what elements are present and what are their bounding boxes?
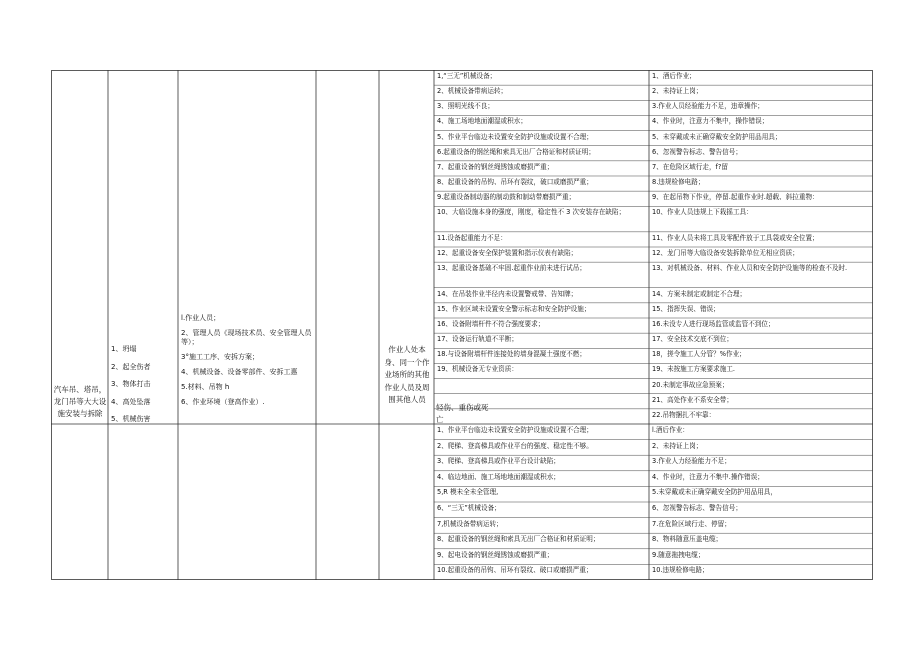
human-factor-cell: 4、作业时，注意力不集中，操作错误； xyxy=(652,117,769,126)
physical-factor-cell: 19、机械设备无专业资质： xyxy=(437,365,518,374)
physical-factor-cell: 9.起重设备制动器的制动鼓和制动带磨损严重； xyxy=(437,193,576,202)
human-factor-cell: 9、在起吊物下作业，停留.起重作业时.超载、斜拉重物： xyxy=(652,193,819,202)
human-factor-cell: 10.违规检修电路； xyxy=(652,566,709,575)
physical-factor-cell: 8、起重设备的吊钩、吊环有裂纹，破口或磨损严重； xyxy=(437,177,593,186)
physical-factor-cell: 15、作业区域未设置安全警示标志和安全防护设施； xyxy=(437,304,591,313)
human-factor-cell: 8.违规检修电路； xyxy=(652,177,705,186)
human-factor-cell: 4、作业时，注意力不集中.操作错误； xyxy=(652,472,764,481)
physical-factor-cell: 17、设备运行轨道不平断； xyxy=(437,335,518,344)
human-factor-cell: 5、未穿戴或未正确穿戴安全防护用品用具； xyxy=(652,132,782,141)
physical-factor-cell: 3、照明光线不良； xyxy=(437,102,494,111)
human-factor-cell: 14、方案未制定或制定不合理； xyxy=(652,289,747,298)
physical-factor-cell: 4、临边地面、施工场地地面潮湿或积水； xyxy=(437,472,560,481)
physical-factor-cell: 10.起重设备的吊钩、吊环有裂纹、破口或磨损严重； xyxy=(437,566,593,575)
human-factor-cell: 7.在危险区域行走、停留； xyxy=(652,519,731,528)
hazard-source-item: 6、作业环境（登高作业）. xyxy=(181,398,265,406)
human-factor-cell: 10、作业人员违规上下栽摇工具： xyxy=(652,208,753,217)
human-factor-cell: 2、未持证上岗； xyxy=(652,87,703,96)
physical-factor-cell: 6.起重设备的钢丝绳和索具无出厂合格证和材质证明； xyxy=(437,147,595,156)
human-factor-cell: 2、未持证上岗； xyxy=(652,441,703,450)
human-factor-cell: 6、忽视警告标志、警告信号； xyxy=(652,504,742,512)
physical-factor-cell: 3、爬梯、登高梯具或作业平台设计缺陷； xyxy=(437,457,560,466)
hazard-type-list xyxy=(111,345,150,433)
hazard-source-list xyxy=(181,314,314,413)
human-factor-cell: 12、龙门吊等大临设备安装拆除单位无相应资质； xyxy=(652,249,799,257)
physical-factor-cell: 18.与设备附墙杆件连接处的墙身混凝土强度不燃； xyxy=(437,350,586,359)
hazard-type-item: 3、物体打击 xyxy=(111,380,151,388)
physical-factor-cell: 16、设备附墙杆件不符合强度要求； xyxy=(437,320,545,328)
human-factor-cell: 3.作业人力经验能力不足； xyxy=(652,457,731,466)
physical-factor-cell: 1,“三无”机械设备； xyxy=(437,72,497,80)
hazard-type-item: 1、坍塌 xyxy=(111,345,137,353)
human-factor-cell: 17、安全技术交底不到位； xyxy=(652,335,733,344)
physical-factor-cell: 2、爬梯、登高梯具或作业平台的强度、稳定性不够。 xyxy=(437,441,593,450)
physical-factor-cell: 11.设备起重能力不足： xyxy=(437,233,507,242)
human-factor-cell: l.酒后作业： xyxy=(652,426,689,434)
physical-factor-cell: 9、起电设备的钢丝绳锈蚀或磨损严重； xyxy=(437,550,554,559)
hazard-type-item: 5、机械伤害 xyxy=(111,415,151,423)
physical-factor-cell: 10、大临设施本身的强度，刚度，稳定性不 3 次安装存在缺陷； xyxy=(437,208,626,217)
physical-factor-cell: 5,R 模未全未全管理, xyxy=(437,488,499,497)
human-factor-cell: 1、酒后作业； xyxy=(652,72,696,80)
hazard-source-item: 4、机械设备、设备零部件、安拆工惠 xyxy=(181,368,298,376)
physical-factor-cell: 4、施工场地地面潮湿或积水； xyxy=(437,117,527,126)
human-factor-cell: 3.作业人员经验能力不足，违章操作； xyxy=(652,102,764,111)
human-factor-cell: 13、对机械设备、材料、作业人员和安全防护设施等的检查不及时. xyxy=(652,264,848,273)
physical-factor-cell: 2、机械设备带病运转； xyxy=(437,87,508,96)
physical-factor-cell: 1、作业平台临边未设置安全防护设施或设置不合理； xyxy=(437,426,593,434)
physical-factor-cell: 5、作业平台临边未设置安全防护设施或设置不合理； xyxy=(437,132,593,141)
human-factor-cell: 8、物料随意压盖电缆； xyxy=(652,535,723,544)
physical-factor-cell: 12、起重设备安全保护装置和指示仪表有缺陷； xyxy=(437,249,578,257)
hazard-type-item: 2、起全伤者 xyxy=(111,362,151,371)
human-factor-cell: 20.未制定事故应急预案； xyxy=(652,380,729,389)
human-factor-cell: 9.随意拖拽电缆； xyxy=(652,550,705,559)
physical-factor-cell: 7,机械设备带病运转； xyxy=(437,519,503,528)
human-factor-cell: 18，搓令施工人分管？%作业； xyxy=(652,350,746,359)
human-factor-cell: 5.未穿戴或未正确穿戴安全防护用品用具， xyxy=(652,488,777,497)
risk-table xyxy=(51,70,873,580)
hazard-type-item: 4、高处坠落 xyxy=(111,397,151,406)
hazard-source-item: 2、管理人员《现场技术员、安全管理人员等）； xyxy=(181,329,312,346)
hazard-source-item: 5.材料、吊物 h xyxy=(181,383,230,391)
human-factor-cell: 11、作业人员未将工具及零配件放于工具袋或安全位置； xyxy=(652,233,819,242)
physical-factor-cell: 6、“三无”机械设备； xyxy=(437,504,501,512)
human-factor-cell: 15、指挥失误、错误； xyxy=(652,304,720,313)
human-factor-cell: 7、在危险区域行走，f?留 xyxy=(652,162,728,171)
human-factor-cell: 6、忽视警告标志、警告信号； xyxy=(652,147,742,156)
hazard-source-item: l.作业人员； xyxy=(181,314,221,322)
physical-factor-cell: 14、在吊装作业半径内未设置警戒带、告知牌； xyxy=(437,289,578,298)
human-factor-cell: 21、高处作业不系安全带； xyxy=(652,395,733,404)
equipment-cell: 汽车吊、塔吊，龙门吊等大大设施安装与拆除 xyxy=(53,385,107,418)
physical-factor-cell: 7、起重设备的钢丝绳锈蚀或磨损严重； xyxy=(437,162,554,171)
consequence-cell: 轻伤、重伤或死亡 xyxy=(436,403,489,424)
physical-factor-cell: 13、起重设备基础不牢固.起重作业前未进行试吊； xyxy=(437,264,586,273)
human-factor-cell: 16.未没专人进行现场监管或监管不到位； xyxy=(652,320,775,328)
human-factor-cell: 19、未按施工方案要求施工. xyxy=(652,365,736,374)
human-factor-cell: 22.吊物捆扎不牢靠： xyxy=(652,410,716,419)
physical-factor-cell: 8、起重设备的钢丝绳和索具无出厂合格证和材质证明； xyxy=(437,535,600,544)
affected-persons-cell: 作业人处本身、同一个作业场所的其他作业人员及周围其他人员 xyxy=(384,345,430,404)
hazard-source-item: 3°施工工序、安拆方案； xyxy=(181,353,259,361)
